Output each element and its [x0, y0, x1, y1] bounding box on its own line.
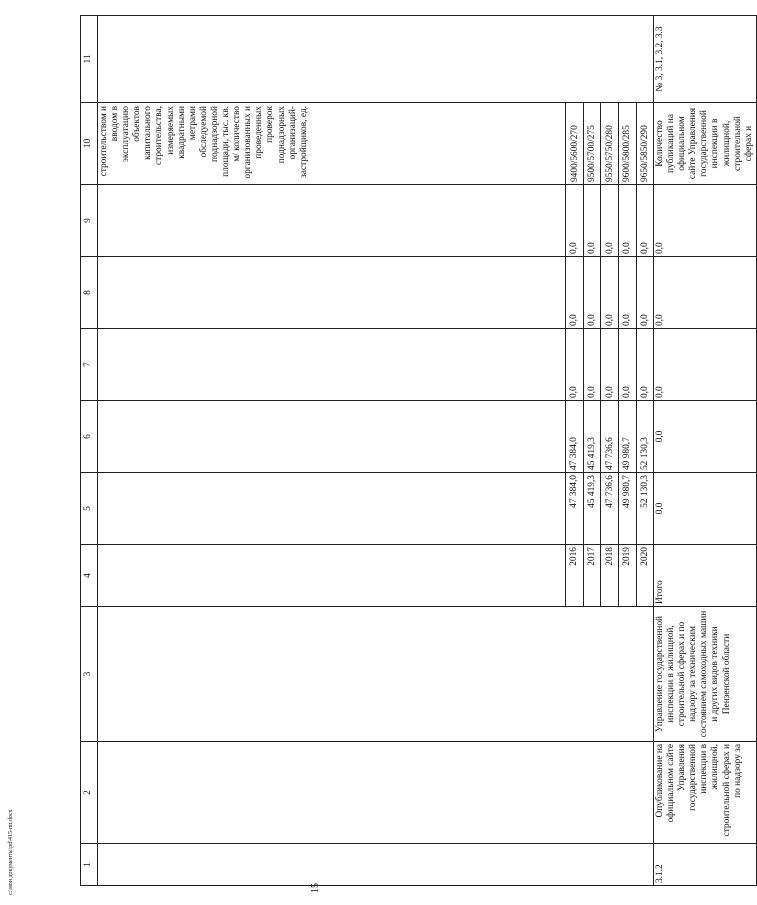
header-cell: 2	[81, 742, 98, 844]
cell-activity	[98, 742, 654, 844]
page-number: 15	[310, 883, 321, 893]
cell-executor: Управление государственной инспекции в жилищной, строительной сферах и по надзору за техническим состоянием самоходных машин и других видов техники Пензенской области	[654, 607, 757, 742]
cell-col11: № 3, 3.1, 3.2, 3.3	[654, 16, 757, 103]
cell-col9: 0,0 0,0 0,0 0,0 0,0	[98, 185, 654, 257]
cell-col7: 0,0	[654, 329, 757, 401]
header-cell: 11	[81, 16, 98, 103]
header-cell: 10	[81, 103, 98, 185]
header-cell: 9	[81, 185, 98, 257]
header-cell: 6	[81, 401, 98, 473]
cell-indicator: Количество публикаций на официальном сайте Управления государственной инспекции в жилищной, строительной сферах и	[654, 103, 757, 185]
program-table	[80, 15, 757, 886]
header-cell: 7	[81, 329, 98, 401]
cell-col5: 47 384,0 45 419,3 47 736,6 49 980,7 52 130,3	[98, 473, 654, 545]
cell-col8: 0,0 0,0 0,0 0,0 0,0	[98, 257, 654, 329]
table-row-continuation	[98, 16, 654, 886]
cell-col9: 0,0	[654, 185, 757, 257]
cell-indicator: строительством и вводом в эксплуатацию объектов капитального строительства, измеряемых квадратными метрами обследуемой поднадзорной площади, тыс. кв. м/ количество организованных и проведенных проверок поднадзорных организаций-застройщиков, ед. 9400/5600/270 9500/5700/275 9550/5750/280 9600/5800/285 9650/5850/290	[98, 103, 654, 185]
cell-years: 2016 2017 2018 2019 2020	[98, 545, 654, 607]
cell-col5: 0,0	[654, 473, 757, 545]
header-cell: 1	[81, 844, 98, 886]
header-cell: 3	[81, 607, 98, 742]
cell-col7: 0,0 0,0 0,0 0,0 0,0	[98, 329, 654, 401]
header-cell: 5	[81, 473, 98, 545]
header-cell: 4	[81, 545, 98, 607]
header-cell: 8	[81, 257, 98, 329]
cell-num: 3.1.2	[654, 844, 757, 886]
cell-col8: 0,0	[654, 257, 757, 329]
header-row	[81, 16, 98, 886]
cell-num	[98, 844, 654, 886]
cell-col6: 0,0	[654, 401, 757, 473]
cell-total-label: Итого	[654, 545, 757, 607]
cell-executor	[98, 607, 654, 742]
cell-col6: 47 384,0 45 419,3 47 736,6 49 980,7 52 130,3	[98, 401, 654, 473]
rotated-table-container	[80, 16, 754, 886]
cell-activity: Опубликование на официальном сайте Управления государственной инспекции в жилищной, строительной сферах и по надзору за	[654, 742, 757, 844]
table-row-3-1-2	[654, 16, 757, 886]
footer-file-path: c:\мои документы\рd\415-пп.docx	[8, 809, 14, 895]
cell-col11	[98, 16, 654, 103]
